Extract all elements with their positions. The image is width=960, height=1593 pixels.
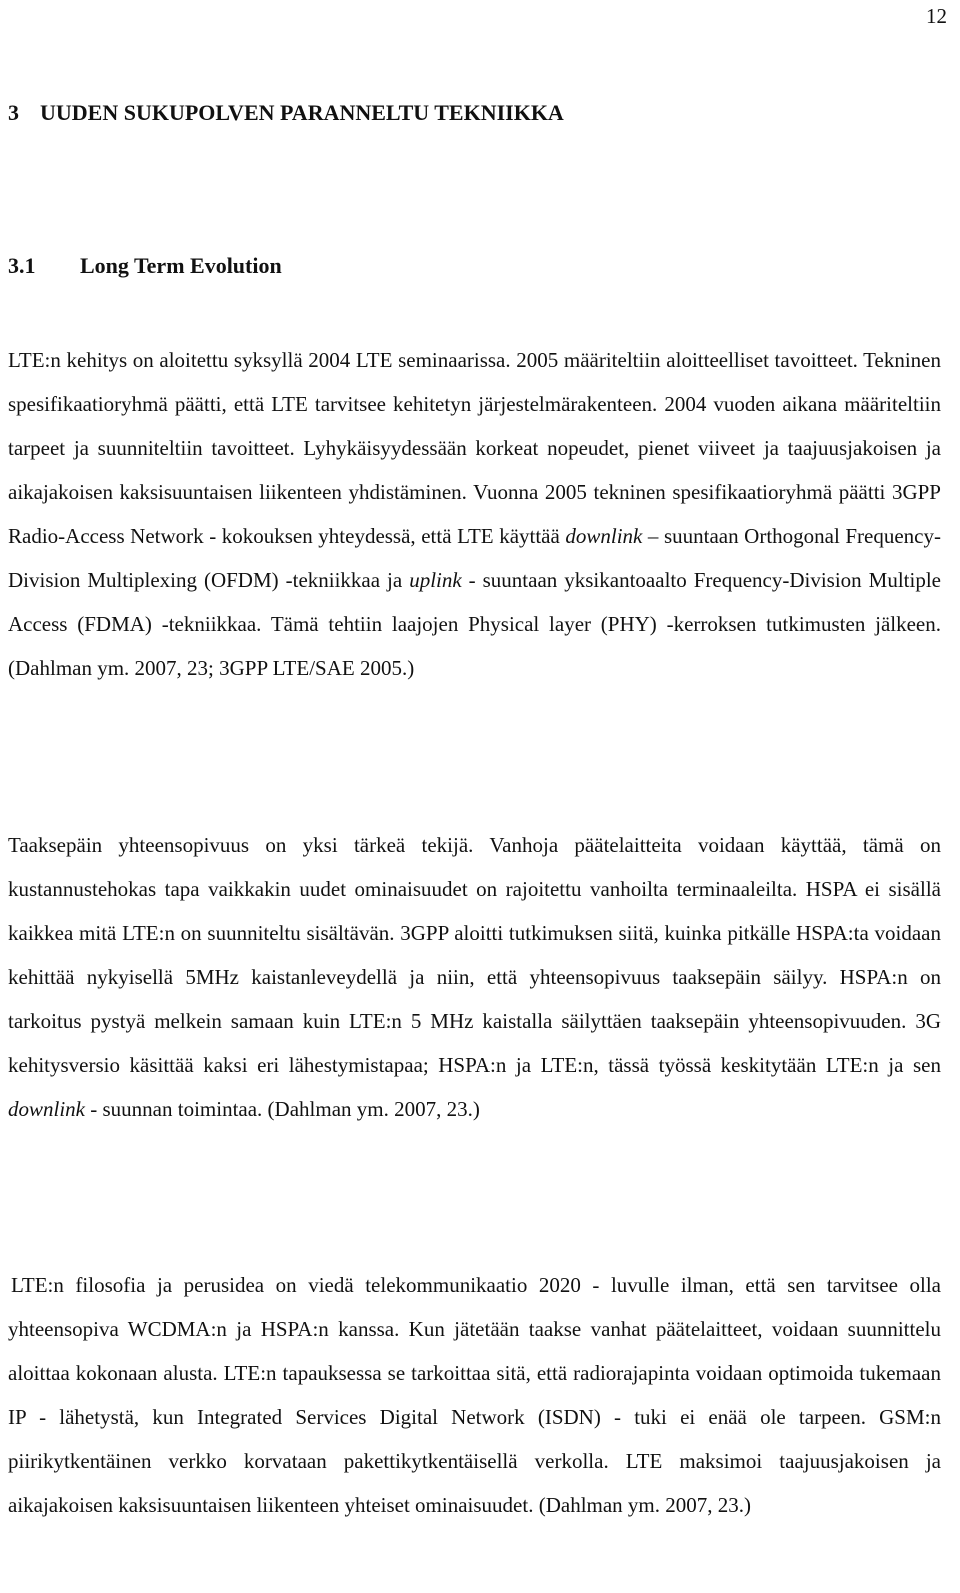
paragraph-text: – suuntaan Orthogonal Frequency-Division Multiplexing (OFDM) -tekniikkaa ja xyxy=(8,524,941,592)
paragraph-text: LTE:n filosofia ja perusidea on viedä telekommunikaatio 2020 - luvulle ilman, että sen tarvitsee olla yhteensopiva WCDMA:n ja HSPA:n kanssa. Kun jätetään taakse vanhat päätelaitteet, voidaan suunnittelu aloittaa kokonaan alusta. LTE:n tapauksessa se tarkoittaa sitä, että radiorajapinta voidaan optimoida tukemaan IP - lähetystä, kun Integrated Services Digital Network (ISDN) - tuki ei enää ole tarpeen. GSM:n piirikytkentäinen verkko korvataan pakettikytkentäisellä verkolla. LTE maksimoi taajuusjakoisen ja aikajakoisen kaksisuuntaisen liikenteen yhteiset ominaisuudet. (Dahlman ym. 2007, 23.) xyxy=(8,1273,941,1517)
chapter-heading xyxy=(8,100,564,126)
section-title: Long Term Evolution xyxy=(80,253,282,278)
paragraph-lte-history xyxy=(8,338,941,690)
section-heading xyxy=(8,253,282,279)
page-number: 12 xyxy=(926,4,947,28)
paragraph-text: LTE:n kehitys on aloitettu syksyllä 2004 LTE seminaarissa. 2005 määriteltiin aloitteelliset tavoitteet. Tekninen spesifikaatioryhmä päätti, että LTE tarvitsee kehitetyn järjestelmärakenteen. 2004 vuoden aikana määriteltiin tarpeet ja suunniteltiin tavoitteet. Lyhykäisyydessään korkeat nopeudet, pienet viiveet ja taajuusjakoisen ja aikajakoisen kaksisuuntaisen liikenteen yhdistäminen. Vuonna 2005 tekninen spesifikaatioryhmä päätti 3GPP Radio-Access Network - kokouksen yhteydessä, että LTE käyttää xyxy=(8,348,941,548)
chapter-title: UUDEN SUKUPOLVEN PARANNELTU TEKNIIKKA xyxy=(40,100,564,125)
paragraph-backward-compatibility xyxy=(8,823,941,1131)
paragraph-text: - suuntaan yksikantoaalto Frequency-Division Multiple Access (FDMA) -tekniikkaa. Tämä tehtiin laajojen Physical layer (PHY) -kerroksen tutkimusten jälkeen. (Dahlman ym. 2007, 23; 3GPP LTE/SAE 2005.) xyxy=(8,568,941,680)
section-number: 3.1 xyxy=(8,253,36,278)
term-downlink: downlink xyxy=(8,1097,85,1121)
chapter-number: 3 xyxy=(8,100,19,125)
paragraph-text: - suunnan toimintaa. (Dahlman ym. 2007, 23.) xyxy=(85,1097,480,1121)
term-uplink: uplink xyxy=(409,568,462,592)
paragraph-text: Taaksepäin yhteensopivuus on yksi tärkeä tekijä. Vanhoja päätelaitteita voidaan käyttää, tämä on kustannustehokas tapa vaikkakin uudet ominaisuudet on rajoitettu vanhoilta terminaaleilta. HSPA ei sisällä kaikkea mitä LTE:n on suunniteltu sisältävän. 3GPP aloitti tutkimuksen siitä, kuinka pitkälle HSPA:ta voidaan kehittää nykyisellä 5MHz kaistanleveydellä ja niin, että yhteensopivuus taaksepäin säilyy. HSPA:n on tarkoitus pystyä melkein samaan kuin LTE:n 5 MHz kaistalla säilyttäen taaksepäin yhteensopivuuden. 3G kehitysversio käsittää kaksi eri lähestymistapaa; HSPA:n ja LTE:n, tässä työssä keskitytään LTE:n ja sen xyxy=(8,833,941,1077)
paragraph-lte-philosophy xyxy=(8,1263,941,1527)
term-downlink: downlink xyxy=(565,524,643,548)
